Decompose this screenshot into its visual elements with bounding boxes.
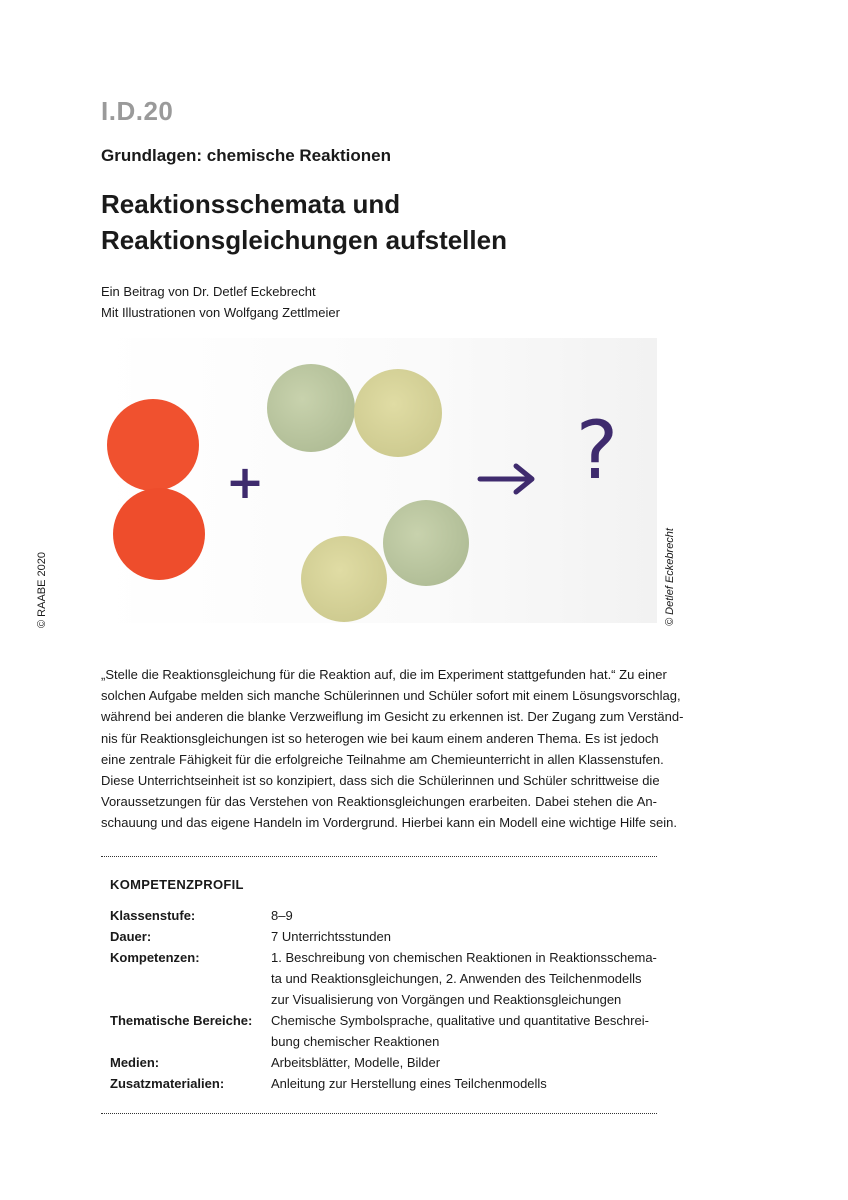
profile-title: KOMPETENZPROFIL [110,877,244,892]
divider-top [101,856,657,857]
series-title: Grundlagen: chemische Reaktionen [101,146,392,165]
profile-row [110,1052,655,1073]
copyright-notice: © RAABE 2020 [36,552,48,628]
intro-line: Voraussetzungen für das Verstehen von Reaktionsgleichungen erarbeiten. Dabei stehen die An- [101,794,657,810]
question-mark: ? [575,404,619,497]
red-disc-top [107,399,199,491]
profile-row [110,1073,655,1094]
intro-line: „Stelle die Reaktionsgleichung für die Reaktion auf, die im Experiment stattgefunden hat.“ Zu einer [101,667,667,682]
title-line-1: Reaktionsschemata und [101,189,401,219]
profile-value-line: ta und Reaktionsgleichungen, 2. Anwenden des Teilchenmodells [271,971,642,986]
red-disc-bottom [113,488,205,580]
profile-label: Dauer: [110,929,152,944]
photo-credit: © Detlef Eckebrecht [664,528,676,626]
profile-value-line: 7 Unterrichtsstunden [271,929,391,944]
profile-value-line: Arbeitsblätter, Modelle, Bilder [271,1055,441,1070]
profile-value-line: bung chemischer Reaktionen [271,1034,440,1049]
profile-value [271,947,657,1010]
title-line-2: Reaktionsgleichungen aufstellen [101,225,507,255]
profile-label: Medien: [110,1055,160,1070]
credits [101,281,340,323]
plus-sign: + [225,455,265,509]
profile-value [271,1052,655,1073]
competence-profile [110,905,655,1094]
intro-line: nis für Reaktionsgleichungen ist so heterogen wie bei kaum einem anderen Thema. Es ist jedoch [101,730,659,746]
profile-label: Klassenstufe: [110,908,196,923]
profile-value [271,1010,655,1052]
profile-row [110,1010,655,1052]
intro-line: Diese Unterrichtseinheit ist so konzipiert, dass sich die Schülerinnen und Schüler schrittweise die [101,773,660,789]
intro-line: solchen Aufgabe melden sich manche Schülerinnen und Schüler sofort mit einem Lösungsvorschlag, [101,688,681,704]
profile-value-line: Chemische Symbolsprache, qualitative und quantitative Beschrei- [271,1013,649,1028]
yellow-disc-upper-right [354,369,442,457]
green-disc-lower-right [383,500,469,586]
profile-label: Kompetenzen: [110,950,200,965]
profile-row [110,926,655,947]
profile-value [271,926,655,947]
profile-value-line: zur Visualisierung von Vorgängen und Reaktionsgleichungen [271,992,622,1007]
profile-value-line: 8–9 [271,908,293,923]
author-line: Ein Beitrag von Dr. Detlef Eckebrecht [101,284,316,299]
profile-value [271,905,655,926]
intro-line: schauung und das eigene Handeln im Vordergrund. Hierbei kann ein Modell eine wichtige Hilfe sein. [101,815,677,831]
reaction-photo-svg [100,338,657,623]
profile-value-line: 1. Beschreibung von chemischen Reaktionen in Reaktionsschema- [271,950,657,965]
profile-label: Thematische Bereiche: [110,1013,253,1028]
profile-row [110,947,655,1010]
intro-line: eine zentrale Fähigkeit für die erfolgreiche Teilnahme am Chemieunterricht in allen Klassenstufen. [101,751,664,767]
document-code: I.D.20 [101,96,174,126]
reaction-photo [100,338,657,623]
green-disc-upper-left [267,364,355,452]
profile-value [271,1073,655,1094]
profile-row [110,905,655,926]
yellow-disc-lower-left [301,536,387,622]
illustrator-line: Mit Illustrationen von Wolfgang Zettlmeier [101,305,340,320]
profile-label: Zusatzmaterialien: [110,1076,225,1091]
intro-line: während bei anderen die blanke Verzweiflung im Gesicht zu erkennen ist. Der Zugang zum Verständ- [101,709,684,725]
divider-bottom [101,1113,657,1114]
profile-value-line: Anleitung zur Herstellung eines Teilchenmodells [271,1076,547,1091]
page-title [101,186,701,258]
intro-paragraph [101,664,684,834]
